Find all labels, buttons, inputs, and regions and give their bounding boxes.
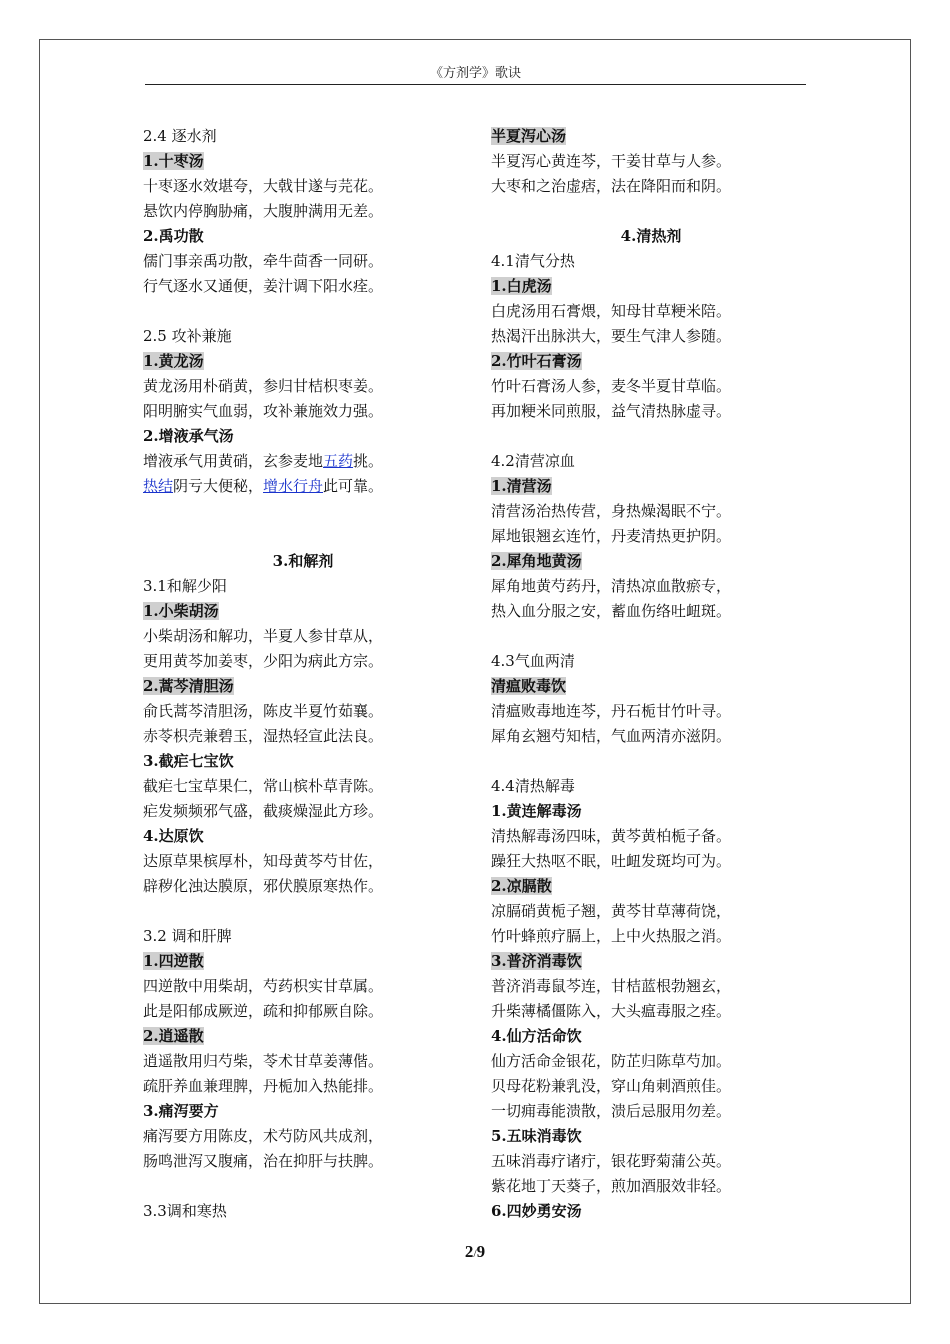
verse-line: 仙方活命金银花，防芷归陈草芍加。 bbox=[491, 1052, 732, 1070]
verse-line: 清瘟败毒地连芩，丹石栀甘竹叶寻。 bbox=[491, 702, 732, 720]
verse-line: 再加粳米同煎服，益气清热脉虚寻。 bbox=[491, 402, 732, 420]
verse-line: 大枣和之治虚痞，法在降阳而和阴。 bbox=[491, 177, 732, 195]
verse-line: 凉膈硝黄栀子翘，黄芩甘草薄荷饶， bbox=[491, 902, 732, 920]
verse-text: 阴亏大便秘， bbox=[173, 477, 264, 495]
formula-title: 1.黄龙汤 bbox=[143, 352, 204, 370]
section-heading: 4.3气血两清 bbox=[491, 652, 575, 670]
formula-title: 1.小柴胡汤 bbox=[143, 602, 219, 620]
verse-line: 一切痈毒能溃散，溃后忌服用勿差。 bbox=[491, 1102, 732, 1120]
formula-title: 6.四妙勇安汤 bbox=[491, 1202, 582, 1220]
formula-title: 2.竹叶石膏汤 bbox=[491, 352, 582, 370]
link-zengshuixingzhou[interactable]: 增水行舟 bbox=[263, 477, 324, 495]
verse-line: 犀角玄翘芍知桔，气血两清亦滋阴。 bbox=[491, 727, 732, 745]
formula-title: 1.白虎汤 bbox=[491, 277, 552, 295]
formula-title: 1.清营汤 bbox=[491, 477, 552, 495]
section-heading: 3.1和解少阳 bbox=[143, 577, 227, 595]
current-page: 2 bbox=[464, 1242, 474, 1261]
spacer bbox=[491, 199, 811, 224]
verse-line: 清营汤治热传营，身热燥渴眠不宁。 bbox=[491, 502, 732, 520]
verse-line: 痛泻要方用陈皮，术芍防风共成剂， bbox=[143, 1127, 384, 1145]
verse-line: 紫花地丁天葵子，煎加酒服效非轻。 bbox=[491, 1177, 732, 1195]
formula-title: 1.四逆散 bbox=[143, 952, 204, 970]
right-column bbox=[491, 124, 811, 1224]
formula-title: 2.凉膈散 bbox=[491, 877, 552, 895]
section-heading: 3.3调和寒热 bbox=[143, 1202, 227, 1220]
chapter-heading: 3.和解剂 bbox=[272, 552, 334, 570]
spacer bbox=[491, 424, 811, 449]
spacer bbox=[143, 1174, 463, 1199]
page-separator: / bbox=[473, 1246, 477, 1260]
formula-title: 1.十枣汤 bbox=[143, 152, 204, 170]
formula-title: 2.逍遥散 bbox=[143, 1027, 204, 1045]
formula-title: 4.仙方活命饮 bbox=[491, 1027, 582, 1045]
formula-title: 2.禹功散 bbox=[143, 227, 204, 245]
verse-line: 赤苓枳壳兼碧玉，湿热轻宣此法良。 bbox=[143, 727, 384, 745]
formula-title: 清瘟败毒饮 bbox=[491, 677, 567, 695]
verse-line: 儒门事亲禹功散，牵牛茴香一同研。 bbox=[143, 252, 384, 270]
chapter-heading: 4.清热剂 bbox=[620, 227, 682, 245]
verse-line: 白虎汤用石膏煨，知母甘草粳米陪。 bbox=[491, 302, 732, 320]
formula-title: 2.犀角地黄汤 bbox=[491, 552, 582, 570]
verse-line: 悬饮内停胸胁痛，大腹肿满用无差。 bbox=[143, 202, 384, 220]
verse-line: 普济消毒鼠芩连，甘桔蓝根勃翘玄， bbox=[491, 977, 732, 995]
verse-line: 竹叶石膏汤人参，麦冬半夏甘草临。 bbox=[491, 377, 732, 395]
left-column bbox=[143, 124, 463, 1224]
verse-line: 犀地银翘玄连竹，丹麦清热更护阴。 bbox=[491, 527, 732, 545]
spacer bbox=[143, 299, 463, 324]
verse-line: 阳明腑实气血弱，攻补兼施效力强。 bbox=[143, 402, 384, 420]
spacer bbox=[491, 624, 811, 649]
link-wuyao[interactable]: 五药 bbox=[323, 452, 354, 470]
page-number bbox=[0, 1242, 950, 1262]
verse-line: 升柴薄橘僵陈入，大头瘟毒服之痊。 bbox=[491, 1002, 732, 1020]
verse-line: 竹叶蜂煎疗膈上，上中火热服之消。 bbox=[491, 927, 732, 945]
formula-title: 2.增液承气汤 bbox=[143, 427, 234, 445]
verse-line: 躁狂大热呕不眠，吐衄发斑均可为。 bbox=[491, 852, 732, 870]
formula-title: 1.黄连解毒汤 bbox=[491, 802, 582, 820]
formula-title: 2.蒿芩清胆汤 bbox=[143, 677, 234, 695]
verse-line: 俞氏蒿芩清胆汤，陈皮半夏竹茹襄。 bbox=[143, 702, 384, 720]
header-rule bbox=[145, 84, 806, 85]
verse-line: 行气逐水又通便，姜汁调下阳水痊。 bbox=[143, 277, 384, 295]
verse-line: 辟秽化浊达膜原，邪伏膜原寒热作。 bbox=[143, 877, 384, 895]
verse-line: 达原草果槟厚朴，知母黄芩芍甘佐， bbox=[143, 852, 384, 870]
link-rejie[interactable]: 热结 bbox=[143, 477, 174, 495]
spacer bbox=[143, 499, 463, 524]
verse-line: 逍遥散用归芍柴，苓术甘草姜薄偕。 bbox=[143, 1052, 384, 1070]
verse-text: 增液承气用黄硝，玄参麦地 bbox=[143, 452, 324, 470]
section-heading: 2.4 逐水剂 bbox=[143, 127, 217, 145]
formula-title: 5.五味消毒饮 bbox=[491, 1127, 582, 1145]
formula-title: 3.截疟七宝饮 bbox=[143, 752, 234, 770]
section-heading: 4.1清气分热 bbox=[491, 252, 575, 270]
verse-line: 疏肝养血兼理脾，丹栀加入热能排。 bbox=[143, 1077, 384, 1095]
verse-line: 疟发频频邪气盛，截痰燥湿此方珍。 bbox=[143, 802, 384, 820]
verse-line: 截疟七宝草果仁，常山槟朴草青陈。 bbox=[143, 777, 384, 795]
verse-line: 更用黄芩加姜枣，少阳为病此方宗。 bbox=[143, 652, 384, 670]
verse-line: 肠鸣泄泻又腹痛，治在抑肝与扶脾。 bbox=[143, 1152, 384, 1170]
verse-line bbox=[143, 474, 463, 499]
page-header-title: 《方剂学》歌诀 bbox=[429, 66, 521, 81]
section-heading: 2.5 攻补兼施 bbox=[143, 327, 232, 345]
verse-line: 小柴胡汤和解功，半夏人参甘草从， bbox=[143, 627, 384, 645]
verse-line: 半夏泻心黄连芩，干姜甘草与人参。 bbox=[491, 152, 732, 170]
total-pages: 9 bbox=[476, 1242, 486, 1261]
verse-line: 犀角地黄芍药丹，清热凉血散瘀专， bbox=[491, 577, 732, 595]
verse-text: 挑。 bbox=[353, 452, 384, 470]
spacer bbox=[143, 524, 463, 549]
section-heading: 4.4清热解毒 bbox=[491, 777, 575, 795]
section-heading: 4.2清营凉血 bbox=[491, 452, 575, 470]
formula-title: 3.痛泻要方 bbox=[143, 1102, 219, 1120]
verse-line: 热渴汗出脉洪大，要生气津人参随。 bbox=[491, 327, 732, 345]
formula-title: 4.达原饮 bbox=[143, 827, 204, 845]
verse-line: 十枣逐水效堪夸，大戟甘遂与芫花。 bbox=[143, 177, 384, 195]
verse-line: 四逆散中用柴胡，芍药枳实甘草属。 bbox=[143, 977, 384, 995]
verse-text: 此可靠。 bbox=[323, 477, 384, 495]
verse-line: 此是阳郁成厥逆，疏和抑郁厥自除。 bbox=[143, 1002, 384, 1020]
formula-title: 半夏泻心汤 bbox=[491, 127, 567, 145]
verse-line: 清热解毒汤四味，黄芩黄柏栀子备。 bbox=[491, 827, 732, 845]
formula-title: 3.普济消毒饮 bbox=[491, 952, 582, 970]
verse-line: 贝母花粉兼乳没，穿山角刺酒煎佳。 bbox=[491, 1077, 732, 1095]
verse-line: 热入血分服之安，蓄血伤络吐衄斑。 bbox=[491, 602, 732, 620]
spacer bbox=[143, 899, 463, 924]
spacer bbox=[491, 749, 811, 774]
verse-line bbox=[143, 449, 463, 474]
section-heading: 3.2 调和肝脾 bbox=[143, 927, 232, 945]
verse-line: 黄龙汤用朴硝黄，参归甘桔枳枣姜。 bbox=[143, 377, 384, 395]
verse-line: 五味消毒疗诸疔，银花野菊蒲公英。 bbox=[491, 1152, 732, 1170]
